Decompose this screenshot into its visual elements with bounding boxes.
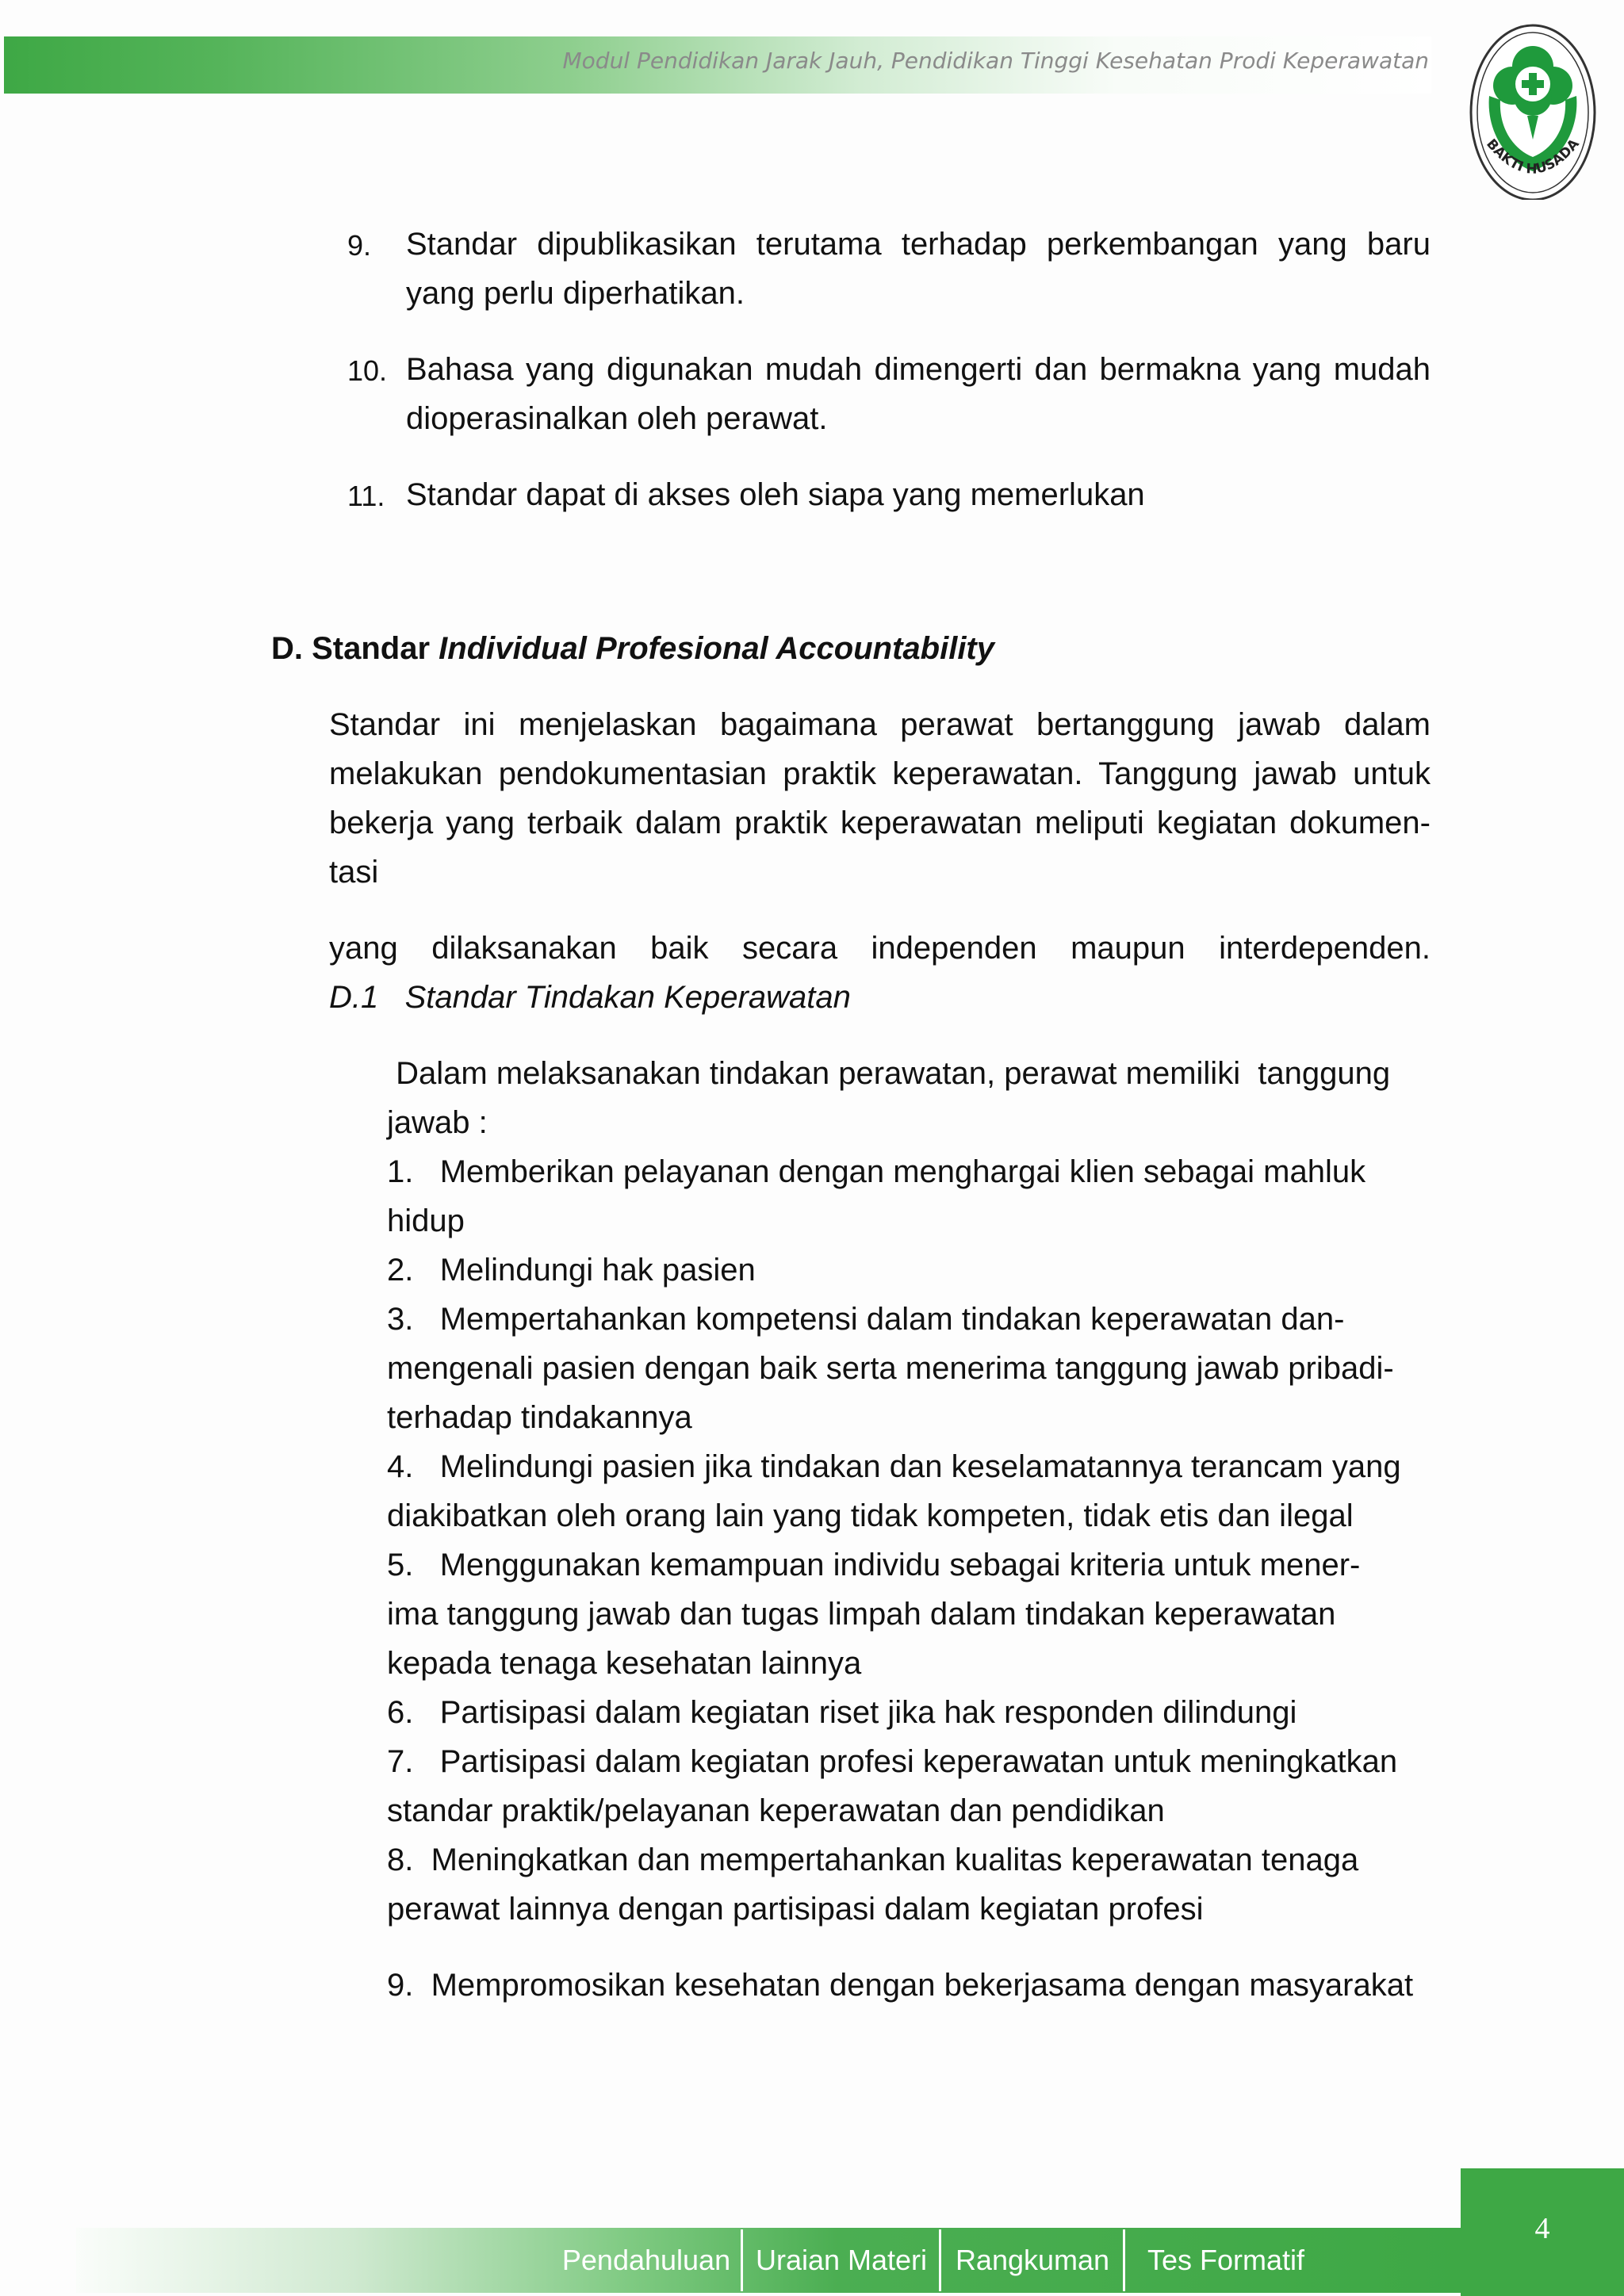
nav-uraian-materi[interactable]: Uraian Materi <box>755 2244 928 2276</box>
list-item-text: dioperasinalkan oleh perawat. <box>406 401 828 436</box>
paragraph-line: Standar ini menjelaskan bagaimana perawat bertanggung jawab dalam <box>329 707 1431 742</box>
list-item-text: Standar dapat di akses oleh siapa yang memerlukan <box>406 477 1145 512</box>
paragraph-line: tasi <box>329 855 379 890</box>
paragraph-line: bekerja yang terbaik dalam praktik keperawatan meliputi kegiatan dokumen- <box>329 806 1431 840</box>
page-number: 4 <box>1534 2212 1550 2245</box>
list-item-text: 4. Melindungi pasien jika tindakan dan keselamatannya terancam yang <box>387 1449 1401 1484</box>
list-item-text: terhadap tindakannya <box>387 1400 692 1435</box>
page-number-box <box>1461 2168 1624 2296</box>
paragraph-line: yang dilaksanakan baik secara independen maupun interdependen. <box>329 931 1431 966</box>
list-number: 11. <box>347 480 385 512</box>
list-item-text: 9. Mempromosikan kesehatan dengan bekerjasama dengan masyarakat <box>387 1968 1414 2003</box>
list-item-text: ima tanggung jawab dan tugas limpah dalam tindakan keperawatan <box>387 1597 1336 1632</box>
list-item-text: yang perlu diperhatikan. <box>406 276 745 311</box>
paragraph-line: Dalam melaksanakan tindakan perawatan, perawat memiliki tanggung <box>387 1056 1391 1091</box>
logo-text: BAKTI HUSADA <box>1483 136 1583 178</box>
paragraph-line: jawab : <box>387 1105 488 1140</box>
nav-divider <box>1123 2229 1125 2291</box>
list-item-text: mengenali pasien dengan baik serta menerima tanggung jawab pribadi- <box>387 1351 1394 1386</box>
paragraph-line: melakukan pendokumentasian praktik keperawatan. Tanggung jawab untuk <box>329 756 1431 791</box>
list-item-text: perawat lainnya dengan partisipasi dalam kegiatan profesi <box>387 1892 1204 1927</box>
list-item-text: 8. Meningkatkan dan mempertahankan kualitas keperawatan tenaga <box>387 1843 1359 1877</box>
list-item-text: 6. Partisipasi dalam kegiatan riset jika hak responden dilindungi <box>387 1695 1297 1730</box>
list-item-text: 5. Menggunakan kemampuan individu sebagai kriteria untuk mener- <box>387 1548 1361 1582</box>
bakti-husada-logo <box>1469 21 1597 200</box>
list-item-text: hidup <box>387 1203 465 1238</box>
list-number: 9. <box>347 229 372 262</box>
list-item-text: standar praktik/pelayanan keperawatan dan pendidikan <box>387 1793 1165 1828</box>
nav-divider <box>741 2229 743 2291</box>
header-title: Modul Pendidikan Jarak Jauh, Pendidikan Tinggi Kesehatan Prodi Keperawatan <box>562 48 1429 74</box>
list-item-text: 3. Mempertahankan kompetensi dalam tindakan keperawatan dan- <box>387 1302 1345 1337</box>
subsection-heading: D.1 Standar Tindakan Keperawatan <box>329 980 851 1015</box>
nav-rangkuman[interactable]: Rangkuman <box>955 2244 1110 2276</box>
nav-pendahuluan[interactable]: Pendahuluan <box>561 2244 731 2276</box>
list-item-text: 2. Melindungi hak pasien <box>387 1253 756 1288</box>
nav-divider <box>939 2229 941 2291</box>
list-item-text: kepada tenaga kesehatan lainnya <box>387 1646 862 1681</box>
list-item-text: 7. Partisipasi dalam kegiatan profesi keperawatan untuk meningkatkan <box>387 1744 1398 1779</box>
list-item-text: Standar dipublikasikan terutama terhadap perkembangan yang baru <box>406 227 1431 262</box>
list-item-text: 1. Memberikan pelayanan dengan menghargai klien sebagai mahluk <box>387 1154 1366 1189</box>
list-item-text: Bahasa yang digunakan mudah dimengerti dan bermakna yang mudah <box>406 352 1431 387</box>
section-heading: D. Standar Individual Profesional Accountability <box>271 631 994 666</box>
list-number: 10. <box>347 354 388 387</box>
nav-tes-formatif[interactable]: Tes Formatif <box>1147 2244 1305 2276</box>
list-item-text: diakibatkan oleh orang lain yang tidak kompeten, tidak etis dan ilegal <box>387 1498 1354 1533</box>
